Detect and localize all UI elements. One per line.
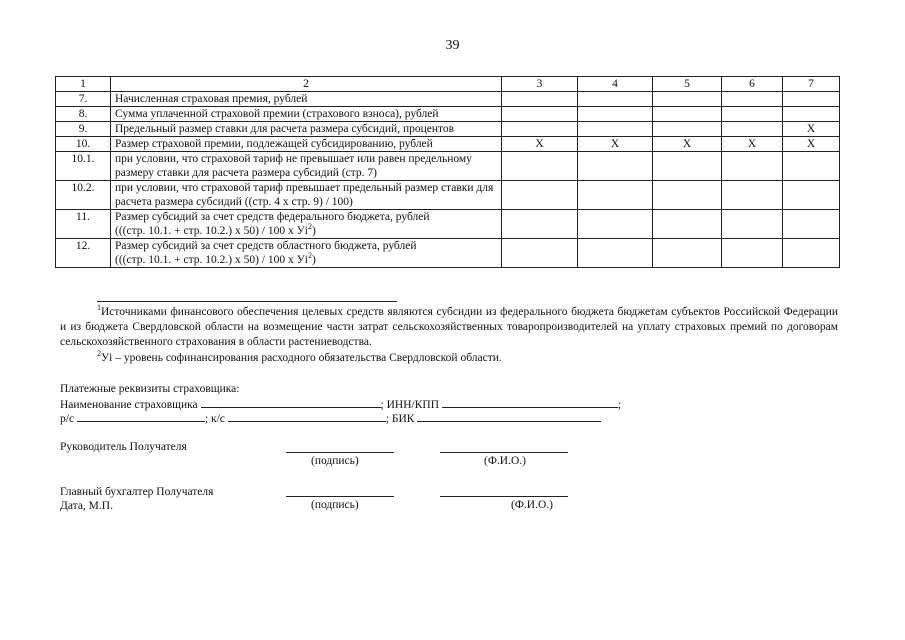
table-row bbox=[56, 122, 840, 137]
table-cell bbox=[783, 181, 840, 210]
row-number: 10.2. bbox=[56, 181, 111, 210]
bik-label: ; БИК bbox=[385, 413, 415, 425]
table-cell bbox=[783, 92, 840, 107]
table-cell: Х bbox=[783, 122, 840, 137]
row-number: 12. bbox=[56, 239, 111, 268]
footnote-ref: 2 bbox=[307, 222, 312, 232]
data-table bbox=[55, 76, 840, 268]
table-cell bbox=[783, 107, 840, 122]
inn-kpp-field[interactable] bbox=[442, 396, 618, 408]
rs-label: р/с bbox=[60, 413, 75, 425]
table-cell bbox=[502, 107, 578, 122]
accountant-signature-line[interactable] bbox=[286, 496, 394, 497]
row-formula-end: ) bbox=[311, 254, 316, 266]
header-cell: 1 bbox=[56, 77, 111, 92]
table-cell bbox=[653, 92, 722, 107]
row-formula-end: ) bbox=[311, 225, 316, 237]
requisites-title: Платежные реквизиты страховщика: bbox=[60, 383, 240, 395]
table-cell bbox=[578, 92, 653, 107]
table-cell bbox=[653, 210, 722, 239]
signature-caption: (подпись) bbox=[311, 499, 359, 511]
line-end: ; bbox=[617, 399, 622, 411]
footnote-marker: 2 bbox=[97, 349, 101, 359]
header-cell: 5 bbox=[653, 77, 722, 92]
table-cell: Х bbox=[578, 137, 653, 152]
row-label: Размер страховой премии, подлежащей субсидированию, рублей bbox=[111, 137, 502, 152]
page-number: 39 bbox=[445, 38, 460, 53]
fio-caption: (Ф.И.О.) bbox=[484, 455, 526, 467]
insurer-name-label: Наименование страховщика bbox=[60, 399, 198, 411]
row-label: при условии, что страховой тариф не превышает или равен предельному размеру ставки для расчета размера субсидий (стр. 7) bbox=[111, 152, 502, 181]
row-label bbox=[111, 239, 502, 268]
table-cell bbox=[722, 107, 783, 122]
table-cell bbox=[783, 210, 840, 239]
table-row bbox=[56, 152, 840, 181]
requisites-line-2 bbox=[60, 410, 601, 426]
table-cell bbox=[722, 92, 783, 107]
row-number: 10. bbox=[56, 137, 111, 152]
row-number: 7. bbox=[56, 92, 111, 107]
row-label-line: Размер субсидий за счет средств областного бюджета, рублей bbox=[115, 240, 417, 252]
table-cell bbox=[502, 210, 578, 239]
table-cell bbox=[502, 92, 578, 107]
table-cell bbox=[578, 152, 653, 181]
date-label: Дата, М.П. bbox=[60, 500, 113, 512]
table-cell bbox=[653, 152, 722, 181]
table-cell bbox=[502, 181, 578, 210]
table-row bbox=[56, 137, 840, 152]
footnote-marker: 1 bbox=[97, 303, 101, 313]
head-fio-line[interactable] bbox=[440, 452, 568, 453]
header-cell: 3 bbox=[502, 77, 578, 92]
table-row bbox=[56, 239, 840, 268]
table-cell bbox=[502, 239, 578, 268]
header-cell: 7 bbox=[783, 77, 840, 92]
table-cell bbox=[502, 152, 578, 181]
ks-field[interactable] bbox=[228, 410, 386, 422]
row-label: Начисленная страховая премия, рублей bbox=[111, 92, 502, 107]
accountant-fio-line[interactable] bbox=[440, 496, 568, 497]
fio-caption: (Ф.И.О.) bbox=[511, 499, 553, 511]
table-row bbox=[56, 92, 840, 107]
table-row bbox=[56, 181, 840, 210]
row-formula: (((стр. 10.1. + стр. 10.2.) х 50) / 100 х Уi bbox=[115, 225, 308, 237]
table-cell bbox=[502, 122, 578, 137]
accountant-label: Главный бухгалтер Получателя bbox=[60, 486, 214, 498]
table-cell bbox=[722, 181, 783, 210]
table-cell bbox=[783, 152, 840, 181]
row-label: Предельный размер ставки для расчета размера субсидий, процентов bbox=[111, 122, 502, 137]
row-label: Сумма уплаченной страховой премии (страхового взноса), рублей bbox=[111, 107, 502, 122]
footnote-2 bbox=[97, 351, 875, 366]
row-number: 10.1. bbox=[56, 152, 111, 181]
ks-label: ; к/с bbox=[204, 413, 225, 425]
table-cell bbox=[653, 107, 722, 122]
row-label: при условии, что страховой тариф превышает предельный размер ставки для расчета размера субсидий ((стр. 4 х стр. 9) / 100) bbox=[111, 181, 502, 210]
table-cell bbox=[578, 122, 653, 137]
table-cell bbox=[653, 239, 722, 268]
rs-field[interactable] bbox=[77, 410, 205, 422]
table-row bbox=[56, 210, 840, 239]
head-signature-line[interactable] bbox=[286, 452, 394, 453]
inn-kpp-label: ; ИНН/КПП bbox=[380, 399, 440, 411]
row-formula: (((стр. 10.1. + стр. 10.2.) х 50) / 100 х Уi bbox=[115, 254, 308, 266]
row-label bbox=[111, 210, 502, 239]
table-cell bbox=[578, 239, 653, 268]
footnote-text: Уi – уровень софинансирования расходного обязательства Свердловской области. bbox=[101, 352, 502, 364]
row-label-line: Размер субсидий за счет средств федерального бюджета, рублей bbox=[115, 211, 430, 223]
row-number: 9. bbox=[56, 122, 111, 137]
table-cell bbox=[722, 122, 783, 137]
table-cell bbox=[578, 107, 653, 122]
insurer-name-field[interactable] bbox=[201, 396, 381, 408]
footnote-separator bbox=[97, 301, 397, 302]
footnote-1 bbox=[60, 305, 838, 350]
table-row bbox=[56, 107, 840, 122]
table-cell bbox=[722, 152, 783, 181]
header-cell: 2 bbox=[111, 77, 502, 92]
bik-field[interactable] bbox=[417, 410, 601, 422]
row-number: 11. bbox=[56, 210, 111, 239]
signature-caption: (подпись) bbox=[311, 455, 359, 467]
table-cell: Х bbox=[653, 137, 722, 152]
header-cell: 6 bbox=[722, 77, 783, 92]
table-header-row bbox=[56, 77, 840, 92]
table-cell: Х bbox=[502, 137, 578, 152]
table-cell bbox=[653, 122, 722, 137]
header-cell: 4 bbox=[578, 77, 653, 92]
table-cell: Х bbox=[783, 137, 840, 152]
table-cell bbox=[722, 239, 783, 268]
head-label: Руководитель Получателя bbox=[60, 441, 187, 453]
footnote-ref: 2 bbox=[307, 251, 312, 261]
table-cell bbox=[783, 239, 840, 268]
footnote-text: Источниками финансового обеспечения целевых средств являются субсидии из федерального бюджета бюджетам субъектов Российской Федерации и из бюджета Свердловской области на возмещение части затрат сельскохозяйственных товаропроизводителей на уплату страховых премий по договорам сельскохозяйственного страхования в области растениеводства. bbox=[60, 306, 838, 348]
table-cell bbox=[578, 210, 653, 239]
table-cell bbox=[578, 181, 653, 210]
table-cell: Х bbox=[722, 137, 783, 152]
table-cell bbox=[653, 181, 722, 210]
row-number: 8. bbox=[56, 107, 111, 122]
table-cell bbox=[722, 210, 783, 239]
